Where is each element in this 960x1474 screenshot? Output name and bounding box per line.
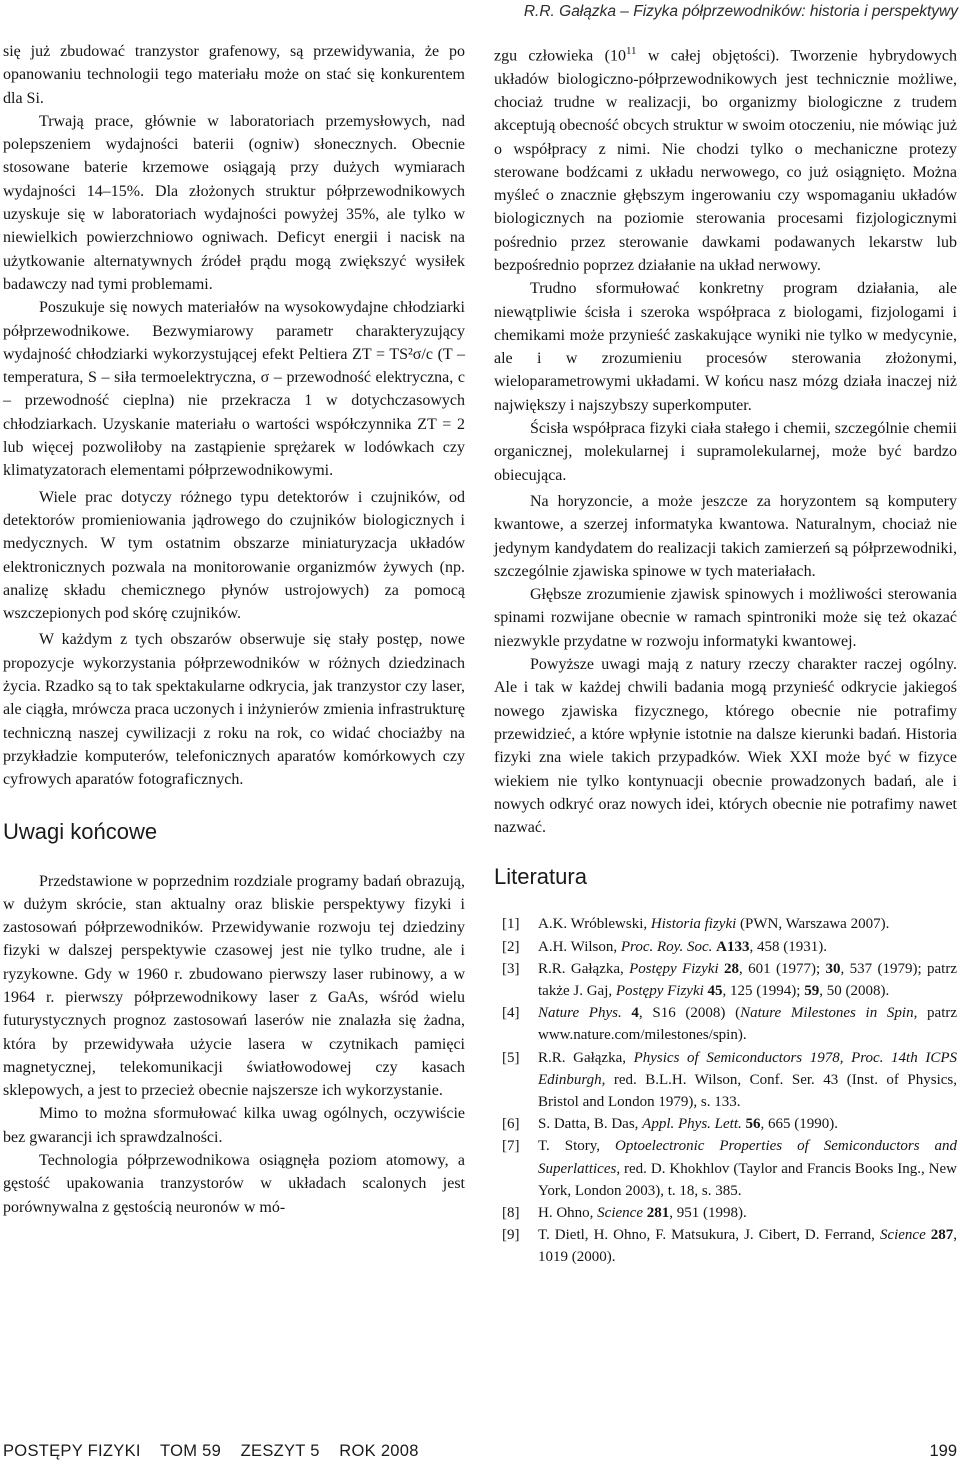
reference-item xyxy=(494,1002,957,1046)
reference-text: Science xyxy=(597,1205,643,1222)
reference-item xyxy=(494,1135,957,1202)
reference-number: [4] xyxy=(502,1005,520,1022)
reference-item xyxy=(494,958,957,1002)
reference-number: [7] xyxy=(502,1138,520,1155)
paragraph: Mimo to można sformułować kilka uwag ogólnych, oczywiście bez gwarancji ich sprawdzalności. xyxy=(3,1105,465,1146)
reference-text: T. Dietl, H. Ohno, F. Matsukura, J. Cibert, D. Ferrand, xyxy=(538,1227,880,1244)
paragraph: Przedstawione w poprzednim rozdziale programy badań obrazują, w dużym skrócie, stan aktualny oraz bliskie perspektywy fizyki i zastosowań półprzewodników. Przewidywanie rozwoju tej dziedziny fizyki w dalszej perspektywie czasowej jest nie tylko trudne, ale i ryzykowne. Gdy w 1960 r. zbudowano pierwszy laser rubinowy, a w 1964 r. pierwszy półprzewodnikowy laser z GaAs, wśród wielu futurystycznych prognoz zastosowań laserów nie znalazła się żadna, która by przewidywała użycie lasera w czytnikach pamięci magnetycznej, telekomunikacji światłowodowej czy kasach sklepowych, a jest to przecież obecnie najszersze ich wykorzystanie. xyxy=(3,872,465,1100)
reference-text: , 951 (1998). xyxy=(669,1205,747,1222)
running-head: R.R. Gałązka – Fizyka półprzewodników: historia i perspektywy xyxy=(523,3,958,20)
page-number: 199 xyxy=(929,1442,957,1460)
reference-text: 28 xyxy=(724,960,739,977)
reference-number: [5] xyxy=(502,1049,520,1066)
reference-text: (PWN, Warszawa 2007). xyxy=(736,916,890,933)
reference-text: , 125 (1994); xyxy=(722,983,805,1000)
exponent: 11 xyxy=(625,45,637,57)
paragraph: Głębsze zrozumienie zjawisk spinowych i możliwości sterowania spinami rozwijane obecnie w ramach spintroniki może się też okazać niezwykle przydatne w rozwoju informatyki kwantowej. xyxy=(494,586,957,650)
reference-text: , 50 (2008). xyxy=(819,983,890,1000)
reference-text: 45 xyxy=(707,983,723,1000)
reference-text: A133 xyxy=(716,938,750,955)
page-footer xyxy=(3,1442,957,1466)
reference-text: A.K. Wróblewski, xyxy=(538,916,651,933)
reference-item xyxy=(494,1047,957,1114)
reference-text: 287 xyxy=(930,1227,954,1244)
reference-text: Physics of Semiconductors 1978, Proc. 14th ICPS Edinburgh xyxy=(538,1049,957,1088)
reference-text: 30 xyxy=(825,960,841,977)
reference-text: Historia fizyki xyxy=(650,916,737,933)
reference-text: , 665 (1990). xyxy=(760,1116,838,1133)
references-title: Literatura xyxy=(494,864,587,890)
paragraph xyxy=(494,40,957,277)
journal-info: POSTĘPY FIZYKI TOM 59 ZESZYT 5 ROK 2008 xyxy=(3,1442,419,1460)
reference-number: [2] xyxy=(502,938,520,955)
reference-number: [1] xyxy=(502,916,520,933)
reference-text: 4 xyxy=(631,1005,639,1022)
reference-text: R.R. Gałązka, xyxy=(538,960,630,977)
reference-number: [9] xyxy=(502,1227,520,1244)
reference-item xyxy=(494,913,957,935)
reference-text: 56 xyxy=(745,1116,761,1133)
reference-text: , red. B.L.H. Wilson, Conf. Ser. 43 (Inst. of Physics, Bristol and London 1979), s. 133. xyxy=(538,1071,957,1111)
reference-number: [3] xyxy=(502,960,520,977)
paragraph: się już zbudować tranzystor grafenowy, są przewidywania, że po opanowaniu technologii tego materiału może on stać się konkurentem dla Si. xyxy=(3,43,465,107)
reference-text: T. Story, xyxy=(538,1138,615,1155)
reference-item xyxy=(494,1224,957,1268)
paragraph: Poszukuje się nowych materiałów na wysokowydajne chłodziarki półprzewodnikowe. Bezwymiarowy parametr charakteryzujący wydajność chłodziarki wykorzystującej efekt Peltiera ZT = TS²σ/c (T – temperatura, S – siła termoelektryczna, σ – przewodność elektryczna, c – przewodność cieplna) nie przekracza 1 w dotychczasowych chłodziarkach. Uzyskanie materiału o wartości współczynnika ZT = 2 lub więcej pozwoliłoby na zastąpienie sprężarek w lodówkach czy klimatyzatorach elementami półprzewodnikowymi. xyxy=(3,299,465,480)
paragraph-text: zgu człowieka (10 xyxy=(494,47,626,65)
reference-text: Postępy Fizyki xyxy=(615,983,704,1000)
reference-item xyxy=(494,1202,957,1224)
reference-text: Nature Phys. xyxy=(538,1005,622,1022)
paragraph: Trwają prace, głównie w laboratoriach przemysłowych, nad polepszeniem wydajności baterii (ogniw) słonecznych. Obecnie stosowane baterie krzemowe osiągają przy dużych wymiarach wydajności 14–15%. Dla złożonych struktur półprzewodnikowych uzyskuje się w laboratoriach wydajności powyżej 35%, ale tylko w niewielkich powierzchniowo ogniwach. Deficyt energii i nacisk na użytkowanie alternatywnych źródeł prądu mogą zwiększyć wysiłek badawczy nad tymi problemami. xyxy=(3,112,465,293)
reference-text: 59 xyxy=(804,983,820,1000)
paragraph: Technologia półprzewodnikowa osiągnęła poziom atomowy, a gęstość upakowania tranzystorów w układach scalonych jest porównywalna z gęstością neuronów w mó- xyxy=(3,1152,465,1216)
paragraph: Trudno sformułować konkretny program działania, ale niewątpliwie ścisła i szeroka współpraca z biologami, fizjologami i chemikami może przynieść zaskakujące wyniki nie tylko w medycynie, ale i w zrozumieniu procesów sterowania złożonymi, wieloparametrowymi układami. W końcu nasz mózg działa inaczej niż największy i najszybszy superkomputer. xyxy=(494,280,957,414)
reference-text: , 1019 (2000). xyxy=(538,1227,958,1266)
reference-text: Optoelectronic Properties of Semiconductors and Superlattices xyxy=(538,1138,957,1177)
reference-text: , S16 (2008) ( xyxy=(638,1005,741,1022)
paragraph-text: w całej objętości). Tworzenie hybrydowych układów biologiczno-półprzewodnikowych jest technicznie możliwe, chociaż trudne w realizacji, bo organizmy biologiczne z trudem akceptują obecność obcych struktur w swoim otoczeniu, nie mówiąc już o współpracy z nimi. Nie chodzi tylko o mechaniczne protezy sterowane bodźcami z układu nerwowego, co już osiągnięto. Można myśleć o znacznie głębszym ingerowaniu czy wspomaganiu układów biologicznych na poziomie sterowania procesami fizjologicznymi pośrednio przez sterowanie dawkami podawanych lekarstw lub bezpośrednio poprzez działanie na układ nerwowy. xyxy=(494,47,957,274)
reference-text: R.R. Gałązka, xyxy=(538,1049,634,1066)
section-title: Uwagi końcowe xyxy=(3,818,158,844)
paragraph: Wiele prac dotyczy różnego typu detektorów i czujników, od detektorów promieniowania jądrowego do czujników biologicznych i medycznych. W tym ostatnim obszarze miniaturyzacja układów elektronicznych pozwala na monitorowanie organizmów żywych (np. analizę składu chemicznego płynów ustrojowych) za pomocą wszczepionych pod skórę czujników. xyxy=(3,488,465,623)
reference-text: Nature Milestones in Spin xyxy=(740,1005,914,1022)
reference-text: Appl. Phys. Lett. xyxy=(642,1116,742,1133)
paragraph: W każdym z tych obszarów obserwuje się stały postęp, nowe propozycje wykorzystania półprzewodników w różnych dziedzinach życia. Rzadko są to tak spektakularne odkrycia, jak tranzystor czy laser, ale ciągła, mrówcza praca uczonych i inżynierów zmienia infrastrukturę techniczną naszej cywilizacji z roku na rok, co widać chociażby na przykładzie komputerów, telefonicznych aparatów komórkowych czy cyfrowych aparatów fotograficznych. xyxy=(3,631,465,789)
reference-text: , 458 (1931). xyxy=(749,938,827,955)
reference-text: 281 xyxy=(646,1205,670,1222)
reference-text: Postępy Fizyki xyxy=(629,960,719,977)
reference-text: , 601 (1977); xyxy=(739,960,826,977)
right-column xyxy=(494,40,957,1269)
reference-text: , patrz www.nature.com/milestones/spin). xyxy=(538,1005,958,1044)
reference-text: S. Datta, B. Das, xyxy=(538,1116,643,1133)
reference-text: Proc. Roy. Soc. xyxy=(620,938,713,955)
references-list xyxy=(494,913,957,1268)
paragraph: Ścisła współpraca fizyki ciała stałego i chemii, szczególnie chemii organicznej, molekularnej i supramolekularnej, może być bardzo obiecująca. xyxy=(494,420,957,484)
reference-text: , 537 (1979); patrz także J. Gaj, xyxy=(538,960,957,1000)
reference-text xyxy=(622,1005,632,1021)
reference-text: H. Ohno, xyxy=(538,1205,598,1222)
paragraph: Na horyzoncie, a może jeszcze za horyzontem są komputery kwantowe, a szerzej informatyka kwantowa. Naturalnym, chociaż nie jedynym kandydatem do realizacji takich zamierzeń są półprzewodniki, szczególnie zjawiska spinowe w tych materiałach. xyxy=(494,492,957,580)
reference-text: , red. D. Khokhlov (Taylor and Francis Books Ing., New York, London 2003), t. 18, s. 385. xyxy=(538,1160,957,1199)
reference-item xyxy=(494,936,957,958)
reference-number: [6] xyxy=(502,1116,520,1133)
reference-item xyxy=(494,1113,957,1135)
paragraph: Powyższe uwagi mają z natury rzeczy charakter raczej ogólny. Ale i tak w każdej chwili badania mogą przynieść odkrycie jakiegoś nowego zjawiska fizycznego, którego obecnie nie potrafimy przewidzieć, a które wpłynie istotnie na dalsze kierunki badań. Historia fizyki zna wiele takich przypadków. Wiek XXI może być w fizyce wiekiem nie tylko kontynuacji obecnie prowadzonych badań, ale i nowych odkryć oraz nowych idei, których obecnie nie potrafimy nawet nazwać. xyxy=(494,656,957,837)
left-column xyxy=(3,40,465,1219)
reference-text: A.H. Wilson, xyxy=(538,938,621,955)
reference-number: [8] xyxy=(502,1205,520,1222)
reference-text: Science xyxy=(879,1227,926,1244)
